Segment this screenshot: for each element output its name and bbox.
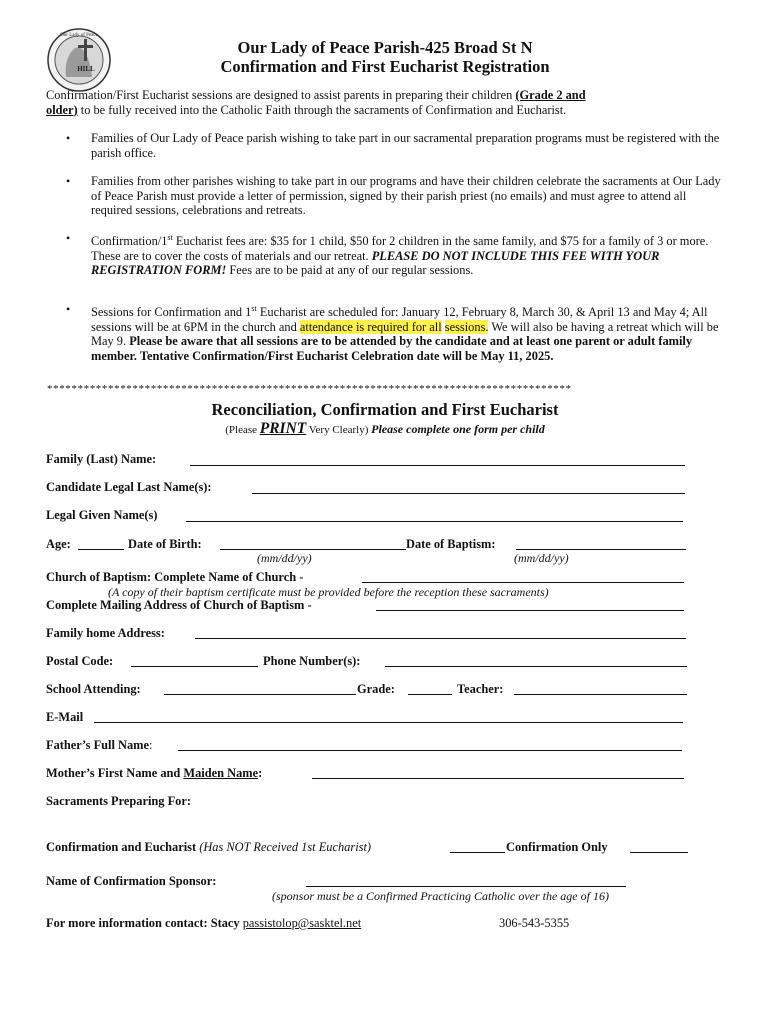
fees-sup: st — [167, 233, 173, 242]
sacraments-label: Sacraments Preparing For: — [46, 794, 191, 808]
candidate-last-name-field[interactable] — [252, 493, 685, 494]
sessions-bold-note: Please be aware that all sessions are to be attended by the candidate and at least one parent or adult family member. Tentative Confirmation/First Eucharist Celebration date will be May 11, 2025. — [91, 334, 693, 363]
intro-grade-a: (Grade 2 and — [515, 88, 586, 102]
bullet-fees — [91, 231, 727, 278]
conf-euch-note: (Has NOT Received 1st Eucharist) — [199, 840, 372, 854]
school-label: School Attending: — [46, 682, 141, 696]
baptism-date-label: Date of Baptism: — [406, 537, 496, 551]
sessions-text-c: We will also be having a retreat which will be May 9. — [91, 319, 719, 349]
bullet-dot: • — [66, 302, 71, 316]
fees-text-c: Fees are to be paid at any of our regular sessions. — [226, 263, 474, 278]
mother-name-label — [46, 766, 262, 781]
form-heading: Reconciliation, Confirmation and First Eucharist — [211, 400, 559, 419]
logo-bottom-text: HILL — [77, 65, 95, 73]
form-subheading — [0, 420, 770, 438]
page-title-line2: Confirmation and First Eucharist Registration — [220, 57, 550, 76]
mother-name-field[interactable] — [312, 778, 684, 779]
church-baptism-field[interactable] — [362, 582, 684, 583]
teacher-field[interactable] — [514, 694, 687, 695]
teacher-label: Teacher: — [457, 682, 504, 696]
sessions-text-a: Sessions for Confirmation and 1 — [91, 305, 252, 320]
grade-label: Grade: — [357, 682, 395, 696]
home-address-label: Family home Address: — [46, 626, 165, 640]
fees-text-a: Confirmation/1 — [91, 234, 168, 249]
father-colon: : — [149, 738, 153, 752]
baptism-format-hint: (mm/dd/yy) — [514, 551, 569, 565]
bullet-registration: Families of Our Lady of Peace parish wishing to take part in our sacramental preparation programs must be registered with the parish office. — [91, 131, 720, 160]
sub-print: PRINT — [259, 420, 307, 437]
conf-only-label: Confirmation Only — [506, 840, 608, 854]
sessions-highlight-1: attendance is required for all — [299, 319, 442, 334]
postal-code-field[interactable] — [131, 666, 258, 667]
bullet-dot: • — [66, 231, 71, 245]
conf-euch-label — [46, 840, 371, 855]
conf-only-checkbox-line[interactable] — [630, 852, 688, 853]
email-label: E-Mail — [46, 710, 84, 724]
school-field[interactable] — [164, 694, 356, 695]
candidate-last-name-label: Candidate Legal Last Name(s): — [46, 480, 212, 494]
contact-phone: 306-543-5355 — [499, 916, 570, 930]
mother-maiden: Maiden Name — [183, 766, 259, 780]
church-address-field[interactable] — [376, 610, 684, 611]
sessions-sup: st — [251, 304, 257, 313]
separator: ************************************************************************************** — [47, 383, 572, 395]
contact-info — [46, 916, 361, 931]
logo-ring-text: Our Lady of Peace — [60, 33, 98, 38]
dob-format-hint: (mm/dd/yy) — [257, 551, 312, 565]
given-names-label: Legal Given Name(s) — [46, 508, 158, 522]
baptism-date-field[interactable] — [516, 549, 686, 550]
dob-field[interactable] — [220, 549, 406, 550]
page-title-line1: Our Lady of Peace Parish-425 Broad St N — [237, 38, 533, 57]
intro-grade-b: older) — [46, 102, 78, 117]
conf-euch-checkbox-line[interactable] — [450, 852, 505, 853]
father-name-label — [46, 738, 152, 753]
grade-field[interactable] — [408, 694, 452, 695]
age-field[interactable] — [78, 549, 124, 550]
conf-euch-text: Confirmation and Eucharist — [46, 840, 200, 854]
email-field[interactable] — [94, 722, 683, 723]
home-address-field[interactable] — [195, 638, 686, 639]
sponsor-field[interactable] — [306, 886, 626, 887]
sponsor-label: Name of Confirmation Sponsor: — [46, 874, 217, 888]
contact-email-link[interactable]: passistolop@sasktel.net — [242, 916, 362, 930]
sessions-highlight-2: sessions. — [444, 319, 489, 334]
sub-please: (Please — [225, 424, 260, 436]
father-text: Father’s Full Name — [46, 738, 149, 752]
intro-text-a: Confirmation/First Eucharist sessions are designed to assist parents in preparing their children — [46, 88, 516, 102]
phone-field[interactable] — [385, 666, 687, 667]
church-address-label: Complete Mailing Address of Church of Baptism - — [46, 598, 312, 612]
fees-text-b: Eucharist fees are: $35 for 1 child, $50 for 2 children in the same family, and $75 for a family of 3 or more. These are to cover the costs of materials and our retreat. — [91, 234, 709, 263]
sessions-text-b: Eucharist are scheduled for: January 12, February 8, March 30, & April 13 and May 4; All sessions will be at 6PM in the church and — [91, 305, 708, 334]
contact-label: For more information contact: Stacy — [46, 916, 243, 930]
intro-text-b: to be fully received into the Catholic Faith through the sacraments of Confirmation and Eucharist. — [77, 102, 567, 117]
dob-label: Date of Birth: — [128, 537, 202, 551]
mother-colon: : — [258, 766, 263, 780]
family-name-field[interactable] — [190, 465, 685, 466]
certificate-note: (A copy of their baptism certificate must be provided before the reception these sacraments) — [108, 585, 549, 599]
father-name-field[interactable] — [178, 750, 682, 751]
sub-clearly: Very Clearly) — [306, 424, 372, 436]
given-names-field[interactable] — [186, 521, 683, 522]
church-baptism-label: Church of Baptism: Complete Name of Church - — [46, 570, 304, 584]
intro-paragraph — [46, 88, 736, 117]
mother-text: Mother’s First Name and — [46, 766, 184, 780]
postal-code-label: Postal Code: — [46, 654, 114, 668]
sponsor-note: (sponsor must be a Confirmed Practicing Catholic over the age of 16) — [272, 889, 609, 903]
family-name-label: Family (Last) Name: — [46, 452, 157, 466]
fees-warning: PLEASE DO NOT INCLUDE THIS FEE WITH YOUR REGISTRATION FORM! — [91, 248, 660, 278]
bullet-dot: • — [66, 131, 71, 145]
bullet-dot: • — [66, 174, 71, 188]
phone-label: Phone Number(s): — [263, 654, 361, 668]
bullet-other-parishes: Families from other parishes wishing to take part in our programs and have their children celebrate the sacraments at Our Lady of Peace Parish must provide a letter of permission, signed by their parish priest (no emails) and must agree to attend all required sessions, celebrations and retreats. — [91, 174, 721, 218]
sub-one-form: Please complete one form per child — [371, 422, 545, 436]
bullet-sessions — [91, 302, 727, 364]
age-label: Age: — [46, 537, 71, 551]
